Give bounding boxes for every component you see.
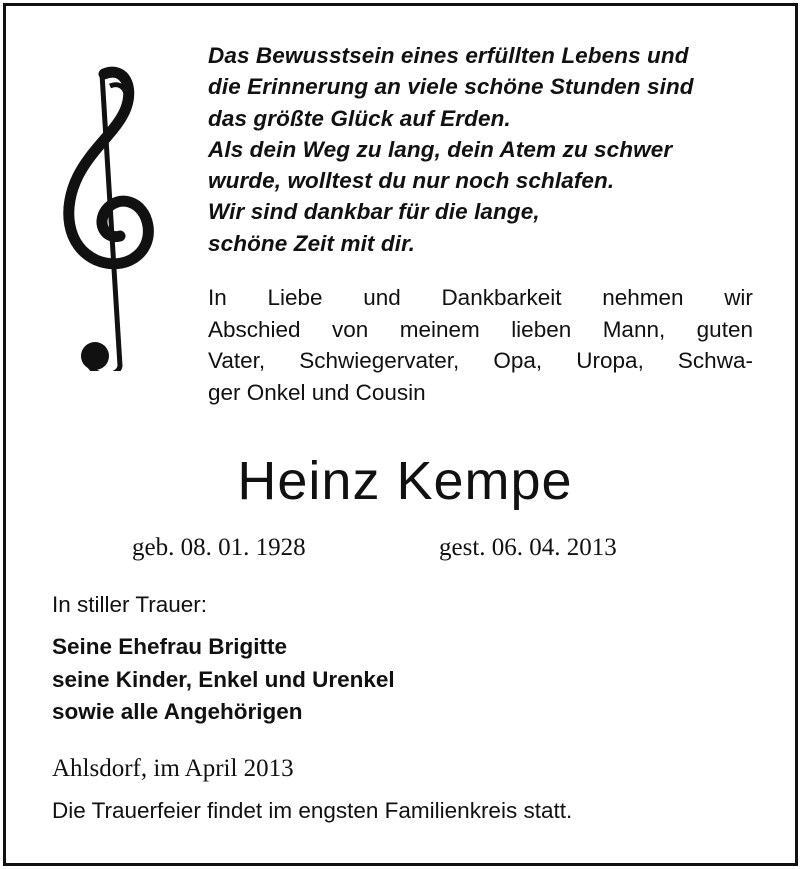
deceased-name: Heinz Kempe <box>237 451 573 511</box>
death-date: gest. 06. 04. 2013 <box>439 534 617 561</box>
service-note: Die Trauerfeier findet im engsten Familienkreis statt. <box>52 798 573 823</box>
intro-word: Schwa- <box>677 348 753 373</box>
intro-word: Liebe <box>267 285 323 310</box>
intro-word: Vater, <box>208 348 266 373</box>
intro-word: In <box>208 285 227 310</box>
intro-word: und <box>363 285 401 310</box>
poem-line: Als dein Weg zu lang, dein Atem zu schwer <box>208 136 673 162</box>
intro-paragraph <box>208 282 753 408</box>
intro-word: meinem <box>399 316 480 342</box>
intro-word: lieben <box>511 316 572 342</box>
poem-line: das größte Glück auf Erden. <box>208 105 511 131</box>
family-member-line: seine Kinder, Enkel und Urenkel <box>52 666 395 692</box>
intro-word: von <box>332 316 369 342</box>
intro-word: guten <box>696 316 753 342</box>
intro-line: ger Onkel und Cousin <box>208 379 426 405</box>
poem-line: die Erinnerung an viele schöne Stunden sind <box>208 74 694 100</box>
poem-line: schöne Zeit mit dir. <box>208 230 416 256</box>
intro-word: nehmen <box>602 285 684 310</box>
intro-word: Opa, <box>493 348 543 373</box>
intro-word: Dankbarkeit <box>441 285 562 310</box>
treble-clef-icon <box>62 66 162 371</box>
place-date: Ahlsdorf, im April 2013 <box>52 755 294 782</box>
poem-line: wurde, wolltest du nur noch schlafen. <box>208 168 615 194</box>
family-member-line: sowie alle Angehörigen <box>52 699 303 724</box>
intro-word: wir <box>724 285 753 310</box>
poem <box>208 40 768 259</box>
poem-line: Das Bewusstsein eines erfüllten Lebens und <box>208 43 689 68</box>
mourning-label: In stiller Trauer: <box>52 592 208 617</box>
intro-word: Uropa, <box>576 348 644 373</box>
intro-word: Schwiegervater, <box>299 348 460 373</box>
family-member-line: Seine Ehefrau Brigitte <box>52 634 288 659</box>
poem-line: Wir sind dankbar für die lange, <box>208 199 540 225</box>
intro-word: Abschied <box>208 316 301 342</box>
intro-line <box>208 314 753 346</box>
family-list <box>52 631 395 729</box>
intro-word: Mann, <box>602 316 666 342</box>
intro-line <box>208 345 753 377</box>
birth-date: geb. 08. 01. 1928 <box>132 534 306 561</box>
intro-line <box>208 282 753 314</box>
